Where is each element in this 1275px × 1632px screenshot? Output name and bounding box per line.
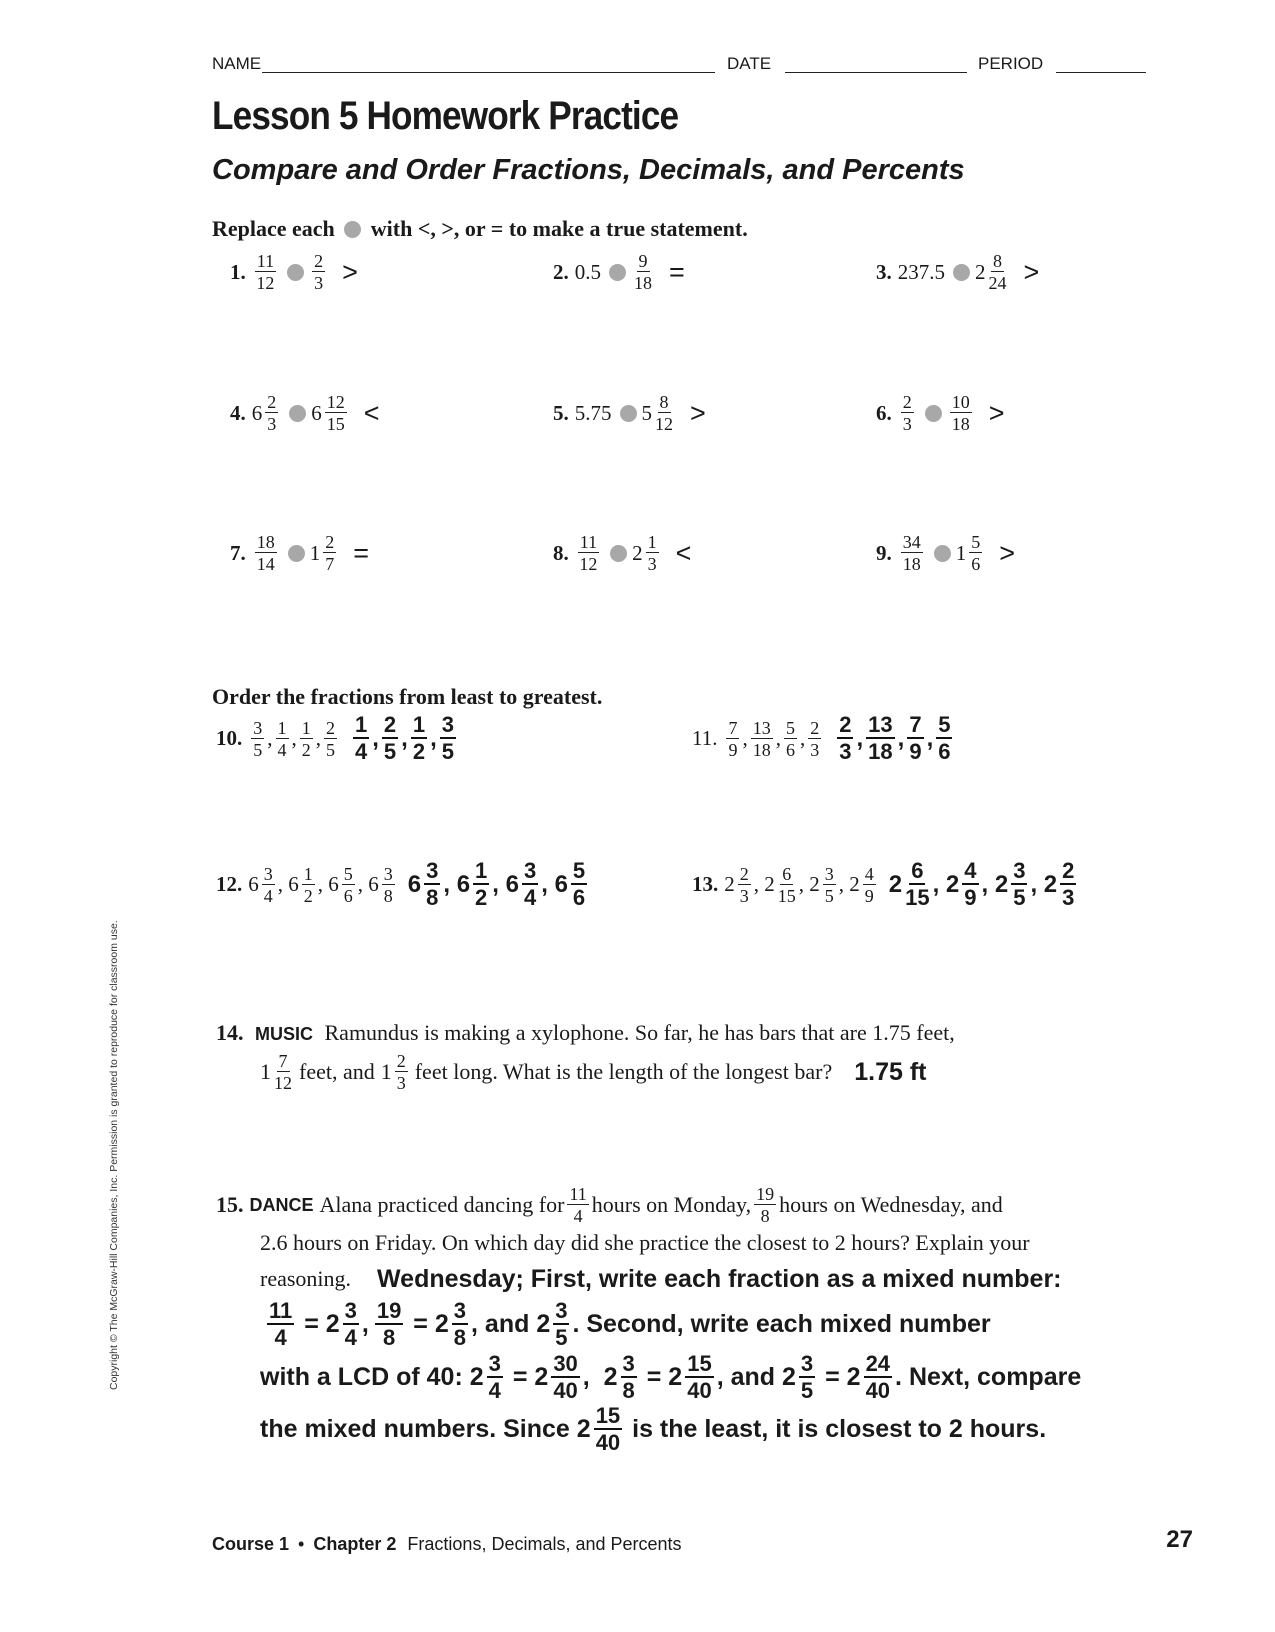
- circle-icon: [934, 545, 951, 562]
- period-field[interactable]: [1056, 72, 1146, 73]
- name-field[interactable]: [262, 72, 715, 73]
- problem-2: 2. 0.5 $\frac{9}{18}$ =: [553, 251, 685, 293]
- copyright-notice: Copyright © The McGraw-Hill Companies, Inc. Permission is granted to reproduce for classroom use.: [108, 920, 120, 1390]
- circle-icon: [925, 405, 942, 422]
- problem-13: 13. 2 $\frac{2}{3}$ , 2 $\frac{6}{15}$ , 2 $\frac{3}{5}$ , 2 $\frac{4}{9}$ 2 $\frac{6}{15}$ , 2 $\frac{4}{9}$ , 2 $\frac{3}{5}$ , 2 $\frac{2}{3}$: [692, 860, 1079, 909]
- page-number: 27: [1166, 1526, 1193, 1553]
- circle-icon: [344, 221, 361, 238]
- problem-1: 1. $\frac{11}{12}$ $\frac{2}{3}$ >: [230, 251, 358, 293]
- answer-11[interactable]: $\frac{2}{3}$ , $\frac{13}{18}$ , $\frac{7}{9}$ , $\frac{5}{6}$: [839, 712, 951, 764]
- section1-instruction: Replace each with <, >, or = to make a true statement.: [212, 216, 748, 241]
- section2-instruction: Order the fractions from least to greatest.: [212, 684, 603, 709]
- date-label: DATE: [727, 54, 772, 73]
- problem-11: 11. $\frac{7}{9}$ , $\frac{13}{18}$ , $\frac{5}{6}$ , $\frac{2}{3}$ $\frac{2}{3}$ , $\frac{13}{18}$ , $\frac{7}{9}$ , $\frac{5}{6}$: [692, 714, 955, 763]
- circle-icon: [289, 405, 306, 422]
- answer-13[interactable]: 2 $\frac{6}{15}$ , 2 $\frac{4}{9}$ , 2 $\frac{3}{5}$ , 2 $\frac{2}{3}$: [888, 858, 1075, 910]
- student-info-header: [212, 52, 1192, 78]
- answer-15-line1[interactable]: Wednesday; First, write each fraction as a mixed number:: [377, 1265, 1062, 1293]
- circle-icon: [609, 264, 626, 281]
- problem-14: 14. MUSIC Ramundus is making a xylophone. So far, he has bars that are 1.75 feet, 1 $\frac{7}{12}$ feet, and 1 $\frac{2}{3}$ feet long. What is the length of the longest bar? 1.75 ft: [216, 1020, 955, 1093]
- answer-12[interactable]: 6 $\frac{3}{8}$ , 6 $\frac{1}{2}$ , 6 $\frac{3}{4}$ , 6 $\frac{5}{6}$: [407, 858, 586, 910]
- answer-15-line4[interactable]: the mixed numbers. Since 2 $\frac{15}{40}$ is the least, it is closest to 2 hours.: [260, 1402, 1047, 1455]
- page-subtitle: Compare and Order Fractions, Decimals, and Percents: [212, 154, 965, 186]
- answer-1[interactable]: >: [342, 256, 358, 287]
- answer-8[interactable]: <: [675, 537, 692, 568]
- page-title: Lesson 5 Homework Practice: [212, 94, 679, 138]
- answer-15-line2[interactable]: $\frac{11}{4}$ = 2 $\frac{3}{4}$ , $\frac{19}{8}$ = 2 $\frac{3}{8}$ , and 2 $\frac{3}{5}$ . Second, write each mixed number: [269, 1297, 991, 1350]
- problem-7: 7. $\frac{18}{14}$ 1 $\frac{2}{7}$ =: [230, 532, 370, 574]
- circle-icon: [953, 264, 970, 281]
- answer-6[interactable]: >: [988, 397, 1005, 428]
- date-field[interactable]: [785, 72, 967, 73]
- problem-10: 10. $\frac{3}{5}$ , $\frac{1}{4}$ , $\frac{1}{2}$ , $\frac{2}{5}$ $\frac{1}{4}$ , $\frac{2}{5}$ , $\frac{1}{2}$ , $\frac{3}{5}$: [216, 714, 459, 763]
- answer-4[interactable]: <: [363, 397, 380, 428]
- problem-15: 15. DANCE Alana practiced dancing for $\frac{11}{4}$ hours on Monday, $\frac{19}{8}$ hours on Wednesday, and 2.6 hours on Friday. On which day did she practice the closest to 2 hours? Explain your reasoning. Wednesday; First, write each fraction as a mixed number: $\frac{11}{4}$ = 2 $\frac{3}{4}$ , $\frac{19}{8}$ = 2 $\frac{3}{8}$ , and 2 $\frac{3}{5}$ . Second, write each mixed number with a LCD of 40: 2 $\frac{3}{4}$ = 2 $\frac{30}{40}$ , 2 $\frac{3}{8}$ = 2 $\frac{15}{40}$ , and 2 $\frac{3}{5}$ = 2 $\frac{24}{40}$ . Next, compare the mixed numbers. Since 2 $\frac{15}{40}$ is the least, it is closest to 2 hours.: [216, 1185, 1206, 1455]
- circle-icon: [610, 545, 627, 562]
- problem-8: 8. $\frac{11}{12}$ 2 $\frac{1}{3}$ <: [553, 532, 692, 574]
- answer-10[interactable]: $\frac{1}{4}$ , $\frac{2}{5}$ , $\frac{1}{2}$ , $\frac{3}{5}$: [355, 712, 455, 764]
- problem-9: 9. $\frac{34}{18}$ 1 $\frac{5}{6}$ >: [876, 532, 1016, 574]
- answer-14[interactable]: 1.75 ft: [854, 1058, 927, 1086]
- answer-5[interactable]: >: [690, 397, 706, 428]
- problem-4: 4. 6 $\frac{2}{3}$ 6 $\frac{12}{15}$ <: [230, 392, 380, 434]
- period-label: PERIOD: [978, 54, 1044, 73]
- circle-icon: [287, 264, 304, 281]
- circle-icon: [620, 405, 637, 422]
- page-footer: Course 1 • Chapter 2 Fractions, Decimals, and Percents: [212, 1534, 682, 1554]
- problem-3: 3. 237.5 2 $\frac{8}{24}$ >: [876, 251, 1040, 293]
- problem-5: 5. 5.75 5 $\frac{8}{12}$ >: [553, 392, 706, 434]
- answer-7[interactable]: =: [353, 537, 370, 568]
- answer-15-line3[interactable]: with a LCD of 40: 2 $\frac{3}{4}$ = 2 $\frac{30}{40}$ , 2 $\frac{3}{8}$ = 2 $\frac{15}{40}$ , and 2 $\frac{3}{5}$ = 2 $\frac{24}{40}$ . Next, compare: [260, 1350, 1082, 1403]
- name-label: NAME: [212, 54, 262, 73]
- circle-icon: [288, 545, 305, 562]
- answer-2[interactable]: =: [669, 256, 685, 287]
- answer-3[interactable]: >: [1023, 256, 1040, 287]
- answer-9[interactable]: >: [999, 537, 1016, 568]
- problem-12: 12. 6 $\frac{3}{4}$ , 6 $\frac{1}{2}$ , 6 $\frac{5}{6}$ , 6 $\frac{3}{8}$ 6 $\frac{3}{8}$ , 6 $\frac{1}{2}$ , 6 $\frac{3}{4}$ , 6 $\frac{5}{6}$: [216, 860, 590, 909]
- problem-6: 6. $\frac{2}{3}$ $\frac{10}{18}$ >: [876, 392, 1005, 434]
